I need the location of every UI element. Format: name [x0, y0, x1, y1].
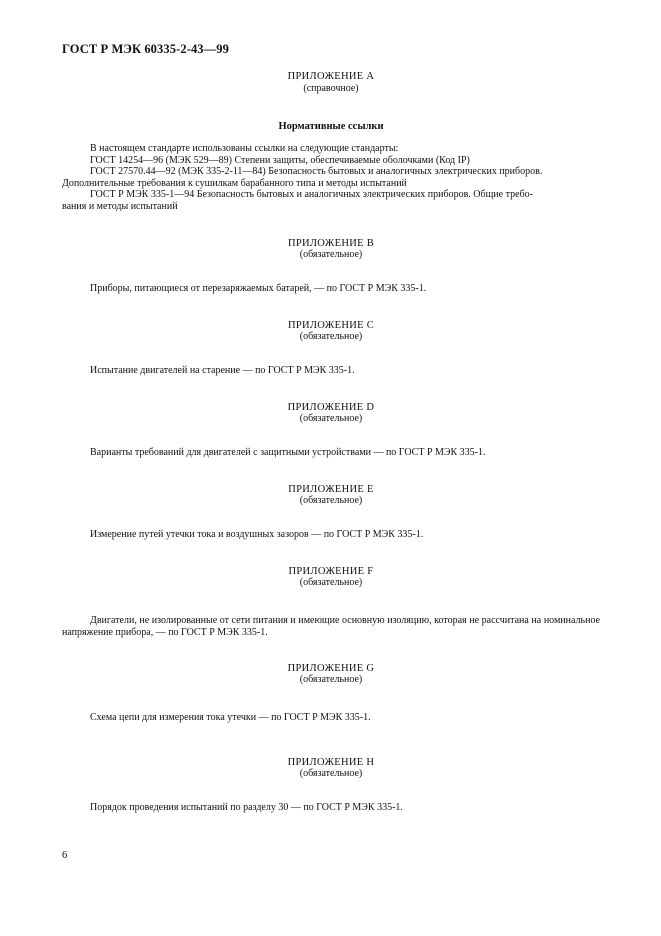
reference-item: ГОСТ Р МЭК 335-1—94 Безопасность бытовых и аналогичных электрических приборов. Общие требо- [90, 189, 533, 200]
references-intro: В настоящем стандарте использованы ссылки на следующие стандарты: [90, 143, 399, 154]
annex-h-status: (обязательное) [299, 768, 363, 779]
annex-e-title: ПРИЛОЖЕНИЕ Е [288, 484, 374, 495]
reference-item: ГОСТ 27570.44—92 (МЭК 335-2-11—84) Безопасность бытовых и аналогичных электрических приборов. [90, 166, 543, 177]
annex-b-status: (обязательное) [299, 249, 363, 260]
annex-f-text: Двигатели, не изолированные от сети питания и имеющие основную изоляцию, которая не рассчитана на номинальное напряжение прибора, — по ГОСТ Р МЭК 335-1. [62, 615, 600, 638]
reference-item-continuation: Дополнительные требования к сушилкам барабанного типа и методы испытаний [62, 178, 407, 189]
annex-c-status: (обязательное) [299, 331, 363, 342]
annex-f-title: ПРИЛОЖЕНИЕ F [288, 566, 374, 577]
document-code-header: ГОСТ Р МЭК 60335-2-43—99 [62, 42, 229, 56]
annex-h-title: ПРИЛОЖЕНИЕ Н [287, 757, 375, 768]
annex-g-text: Схема цепи для измерения тока утечки — по ГОСТ Р МЭК 335-1. [90, 712, 371, 723]
annex-b-title: ПРИЛОЖЕНИЕ В [287, 238, 375, 249]
annex-f-status: (обязательное) [299, 577, 363, 588]
normative-references-heading: Нормативные ссылки [278, 121, 384, 132]
annex-g-status: (обязательное) [299, 674, 363, 685]
annex-d-text: Варианты требований для двигателей с защитными устройствами — по ГОСТ Р МЭК 335-1. [90, 447, 486, 458]
annex-e-text: Измерение путей утечки тока и воздушных зазоров — по ГОСТ Р МЭК 335-1. [90, 529, 424, 540]
reference-item: ГОСТ 14254—96 (МЭК 529—89) Степени защиты, обеспечиваемые оболочками (Код IP) [90, 155, 470, 166]
reference-item-continuation: вания и методы испытаний [62, 201, 178, 212]
annex-c-title: ПРИЛОЖЕНИЕ С [287, 320, 375, 331]
annex-d-title: ПРИЛОЖЕНИЕ D [287, 402, 375, 413]
annex-e-status: (обязательное) [299, 495, 363, 506]
page-number: 6 [62, 850, 68, 861]
annex-a-title: ПРИЛОЖЕНИЕ А [287, 71, 375, 82]
annex-b-text: Приборы, питающиеся от перезаряжаемых батарей, — по ГОСТ Р МЭК 335-1. [90, 283, 427, 294]
annex-c-text: Испытание двигателей на старение — по ГОСТ Р МЭК 335-1. [90, 365, 355, 376]
annex-g-title: ПРИЛОЖЕНИЕ G [287, 663, 375, 674]
annex-h-text: Порядок проведения испытаний по разделу 30 — по ГОСТ Р МЭК 335-1. [90, 802, 403, 813]
annex-d-status: (обязательное) [299, 413, 363, 424]
annex-a-status: (справочное) [303, 83, 359, 94]
